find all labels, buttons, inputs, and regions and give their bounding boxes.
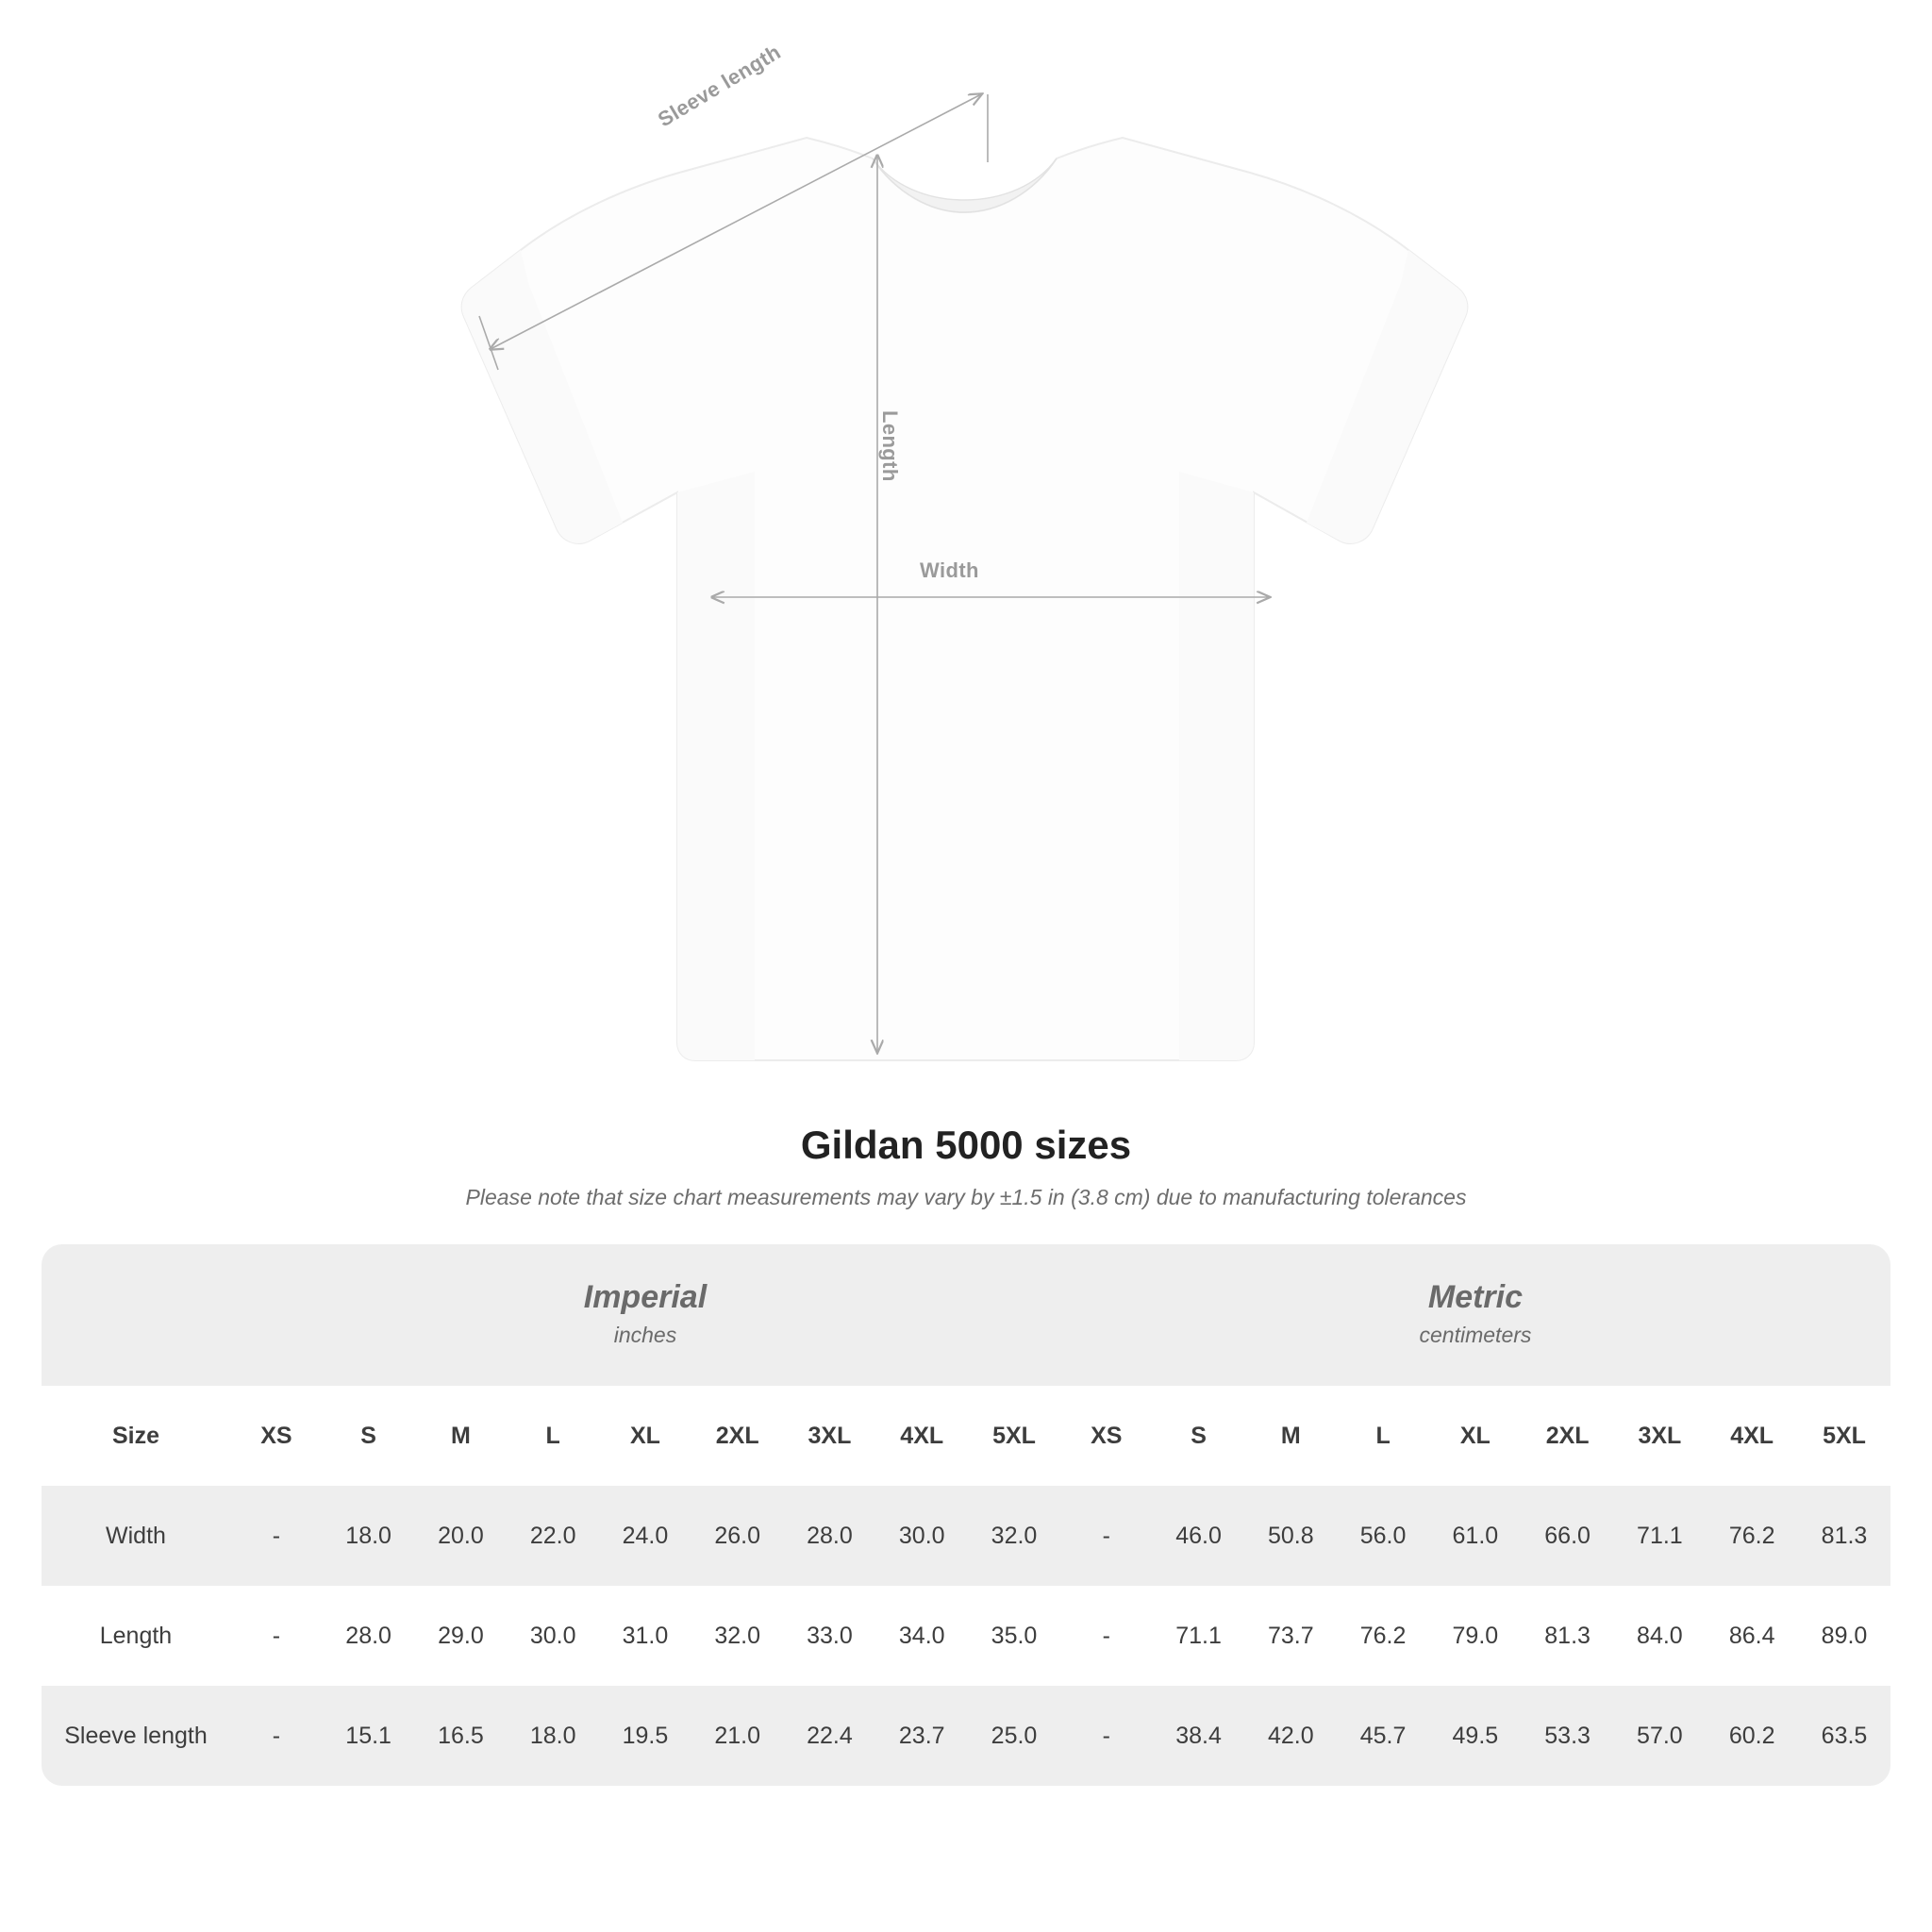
- cell-sleeve-imperial-2xl: 21.0: [691, 1686, 784, 1786]
- cell-width-metric-2xl: 66.0: [1522, 1486, 1614, 1586]
- cell-sleeve-metric-l: 45.7: [1337, 1686, 1429, 1786]
- width-label: Width: [920, 558, 979, 582]
- cell-width-metric-s: 46.0: [1153, 1486, 1245, 1586]
- cell-length-imperial-4xl: 34.0: [875, 1586, 968, 1686]
- size-header-imperial-4xl: 4XL: [875, 1386, 968, 1486]
- cell-width-imperial-xs: -: [230, 1486, 323, 1586]
- cell-length-imperial-m: 29.0: [415, 1586, 508, 1686]
- row-label-length: Length: [42, 1586, 230, 1686]
- size-header-imperial-s: S: [323, 1386, 415, 1486]
- cell-length-metric-s: 71.1: [1153, 1586, 1245, 1686]
- size-header-imperial-l: L: [507, 1386, 599, 1486]
- size-table: [42, 1244, 1890, 1786]
- unit-sub-metric: centimeters: [1419, 1322, 1532, 1347]
- size-header-metric-l: L: [1337, 1386, 1429, 1486]
- cell-sleeve-metric-m: 42.0: [1244, 1686, 1337, 1786]
- cell-width-imperial-2xl: 26.0: [691, 1486, 784, 1586]
- cell-sleeve-imperial-xs: -: [230, 1686, 323, 1786]
- size-header-imperial-3xl: 3XL: [784, 1386, 876, 1486]
- cell-width-metric-m: 50.8: [1244, 1486, 1337, 1586]
- cell-width-metric-l: 56.0: [1337, 1486, 1429, 1586]
- cell-length-metric-3xl: 84.0: [1614, 1586, 1707, 1686]
- cell-width-imperial-m: 20.0: [415, 1486, 508, 1586]
- cell-width-imperial-5xl: 32.0: [968, 1486, 1060, 1586]
- unit-header-imperial: [230, 1244, 1060, 1386]
- tolerance-note: Please note that size chart measurements may vary by ±1.5 in (3.8 cm) due to manufacturing tolerances: [465, 1185, 1467, 1209]
- cell-width-imperial-s: 18.0: [323, 1486, 415, 1586]
- length-label: Length: [878, 410, 902, 482]
- size-header-imperial-m: M: [415, 1386, 508, 1486]
- size-header-imperial-xl: XL: [599, 1386, 691, 1486]
- cell-length-imperial-3xl: 33.0: [784, 1586, 876, 1686]
- cell-sleeve-metric-s: 38.4: [1153, 1686, 1245, 1786]
- cell-length-metric-m: 73.7: [1244, 1586, 1337, 1686]
- cell-sleeve-metric-4xl: 60.2: [1706, 1686, 1798, 1786]
- cell-length-metric-5xl: 89.0: [1798, 1586, 1890, 1686]
- cell-length-imperial-xl: 31.0: [599, 1586, 691, 1686]
- cell-width-metric-xl: 61.0: [1429, 1486, 1522, 1586]
- size-header-metric-3xl: 3XL: [1614, 1386, 1707, 1486]
- size-header-imperial-xs: XS: [230, 1386, 323, 1486]
- cell-length-metric-4xl: 86.4: [1706, 1586, 1798, 1686]
- cell-sleeve-metric-xl: 49.5: [1429, 1686, 1522, 1786]
- cell-sleeve-imperial-3xl: 22.4: [784, 1686, 876, 1786]
- table-corner-cell: [42, 1244, 230, 1386]
- cell-width-metric-xs: -: [1060, 1486, 1153, 1586]
- cell-width-metric-3xl: 71.1: [1614, 1486, 1707, 1586]
- cell-width-metric-4xl: 76.2: [1706, 1486, 1798, 1586]
- size-header-metric-xs: XS: [1060, 1386, 1153, 1486]
- cell-sleeve-imperial-xl: 19.5: [599, 1686, 691, 1786]
- cell-sleeve-imperial-m: 16.5: [415, 1686, 508, 1786]
- cell-sleeve-metric-2xl: 53.3: [1522, 1686, 1614, 1786]
- unit-name-metric: Metric: [1427, 1279, 1524, 1316]
- cell-sleeve-imperial-4xl: 23.7: [875, 1686, 968, 1786]
- row-label-sleeve-length: Sleeve length: [42, 1686, 230, 1786]
- size-header-metric-4xl: 4XL: [1706, 1386, 1798, 1486]
- size-header-row: [42, 1386, 1890, 1486]
- sleeve-length-label: Sleeve length: [654, 40, 785, 132]
- cell-width-imperial-xl: 24.0: [599, 1486, 691, 1586]
- cell-sleeve-imperial-l: 18.0: [507, 1686, 599, 1786]
- table-row: [42, 1686, 1890, 1786]
- cell-width-imperial-4xl: 30.0: [875, 1486, 968, 1586]
- cell-length-metric-xl: 79.0: [1429, 1586, 1522, 1686]
- heading-block: [0, 1123, 1932, 1210]
- cell-length-imperial-s: 28.0: [323, 1586, 415, 1686]
- tshirt-shape: [462, 138, 1468, 1060]
- cell-width-imperial-3xl: 28.0: [784, 1486, 876, 1586]
- size-header-metric-m: M: [1244, 1386, 1337, 1486]
- size-header-imperial-5xl: 5XL: [968, 1386, 1060, 1486]
- cell-sleeve-metric-5xl: 63.5: [1798, 1686, 1890, 1786]
- cell-length-imperial-2xl: 32.0: [691, 1586, 784, 1686]
- size-table-wrapper: [42, 1244, 1890, 1786]
- unit-name-imperial: Imperial: [583, 1279, 708, 1316]
- size-header-label: Size: [42, 1386, 230, 1486]
- cell-sleeve-imperial-5xl: 25.0: [968, 1686, 1060, 1786]
- table-row: [42, 1486, 1890, 1586]
- cell-length-imperial-5xl: 35.0: [968, 1586, 1060, 1686]
- cell-length-metric-2xl: 81.3: [1522, 1586, 1614, 1686]
- cell-length-metric-xs: -: [1060, 1586, 1153, 1686]
- cell-length-metric-l: 76.2: [1337, 1586, 1429, 1686]
- unit-header-metric: [1060, 1244, 1890, 1386]
- row-label-width: Width: [42, 1486, 230, 1586]
- table-row: [42, 1586, 1890, 1686]
- cell-width-metric-5xl: 81.3: [1798, 1486, 1890, 1586]
- unit-sub-imperial: inches: [613, 1322, 677, 1347]
- size-header-metric-xl: XL: [1429, 1386, 1522, 1486]
- cell-sleeve-metric-xs: -: [1060, 1686, 1153, 1786]
- cell-length-imperial-l: 30.0: [507, 1586, 599, 1686]
- size-header-metric-5xl: 5XL: [1798, 1386, 1890, 1486]
- size-header-metric-2xl: 2XL: [1522, 1386, 1614, 1486]
- page-title: Gildan 5000 sizes: [800, 1123, 1132, 1167]
- cell-sleeve-metric-3xl: 57.0: [1614, 1686, 1707, 1786]
- cell-sleeve-imperial-s: 15.1: [323, 1686, 415, 1786]
- unit-header-row: [42, 1244, 1890, 1386]
- size-header-imperial-2xl: 2XL: [691, 1386, 784, 1486]
- cell-width-imperial-l: 22.0: [507, 1486, 599, 1586]
- cell-length-imperial-xs: -: [230, 1586, 323, 1686]
- size-header-metric-s: S: [1153, 1386, 1245, 1486]
